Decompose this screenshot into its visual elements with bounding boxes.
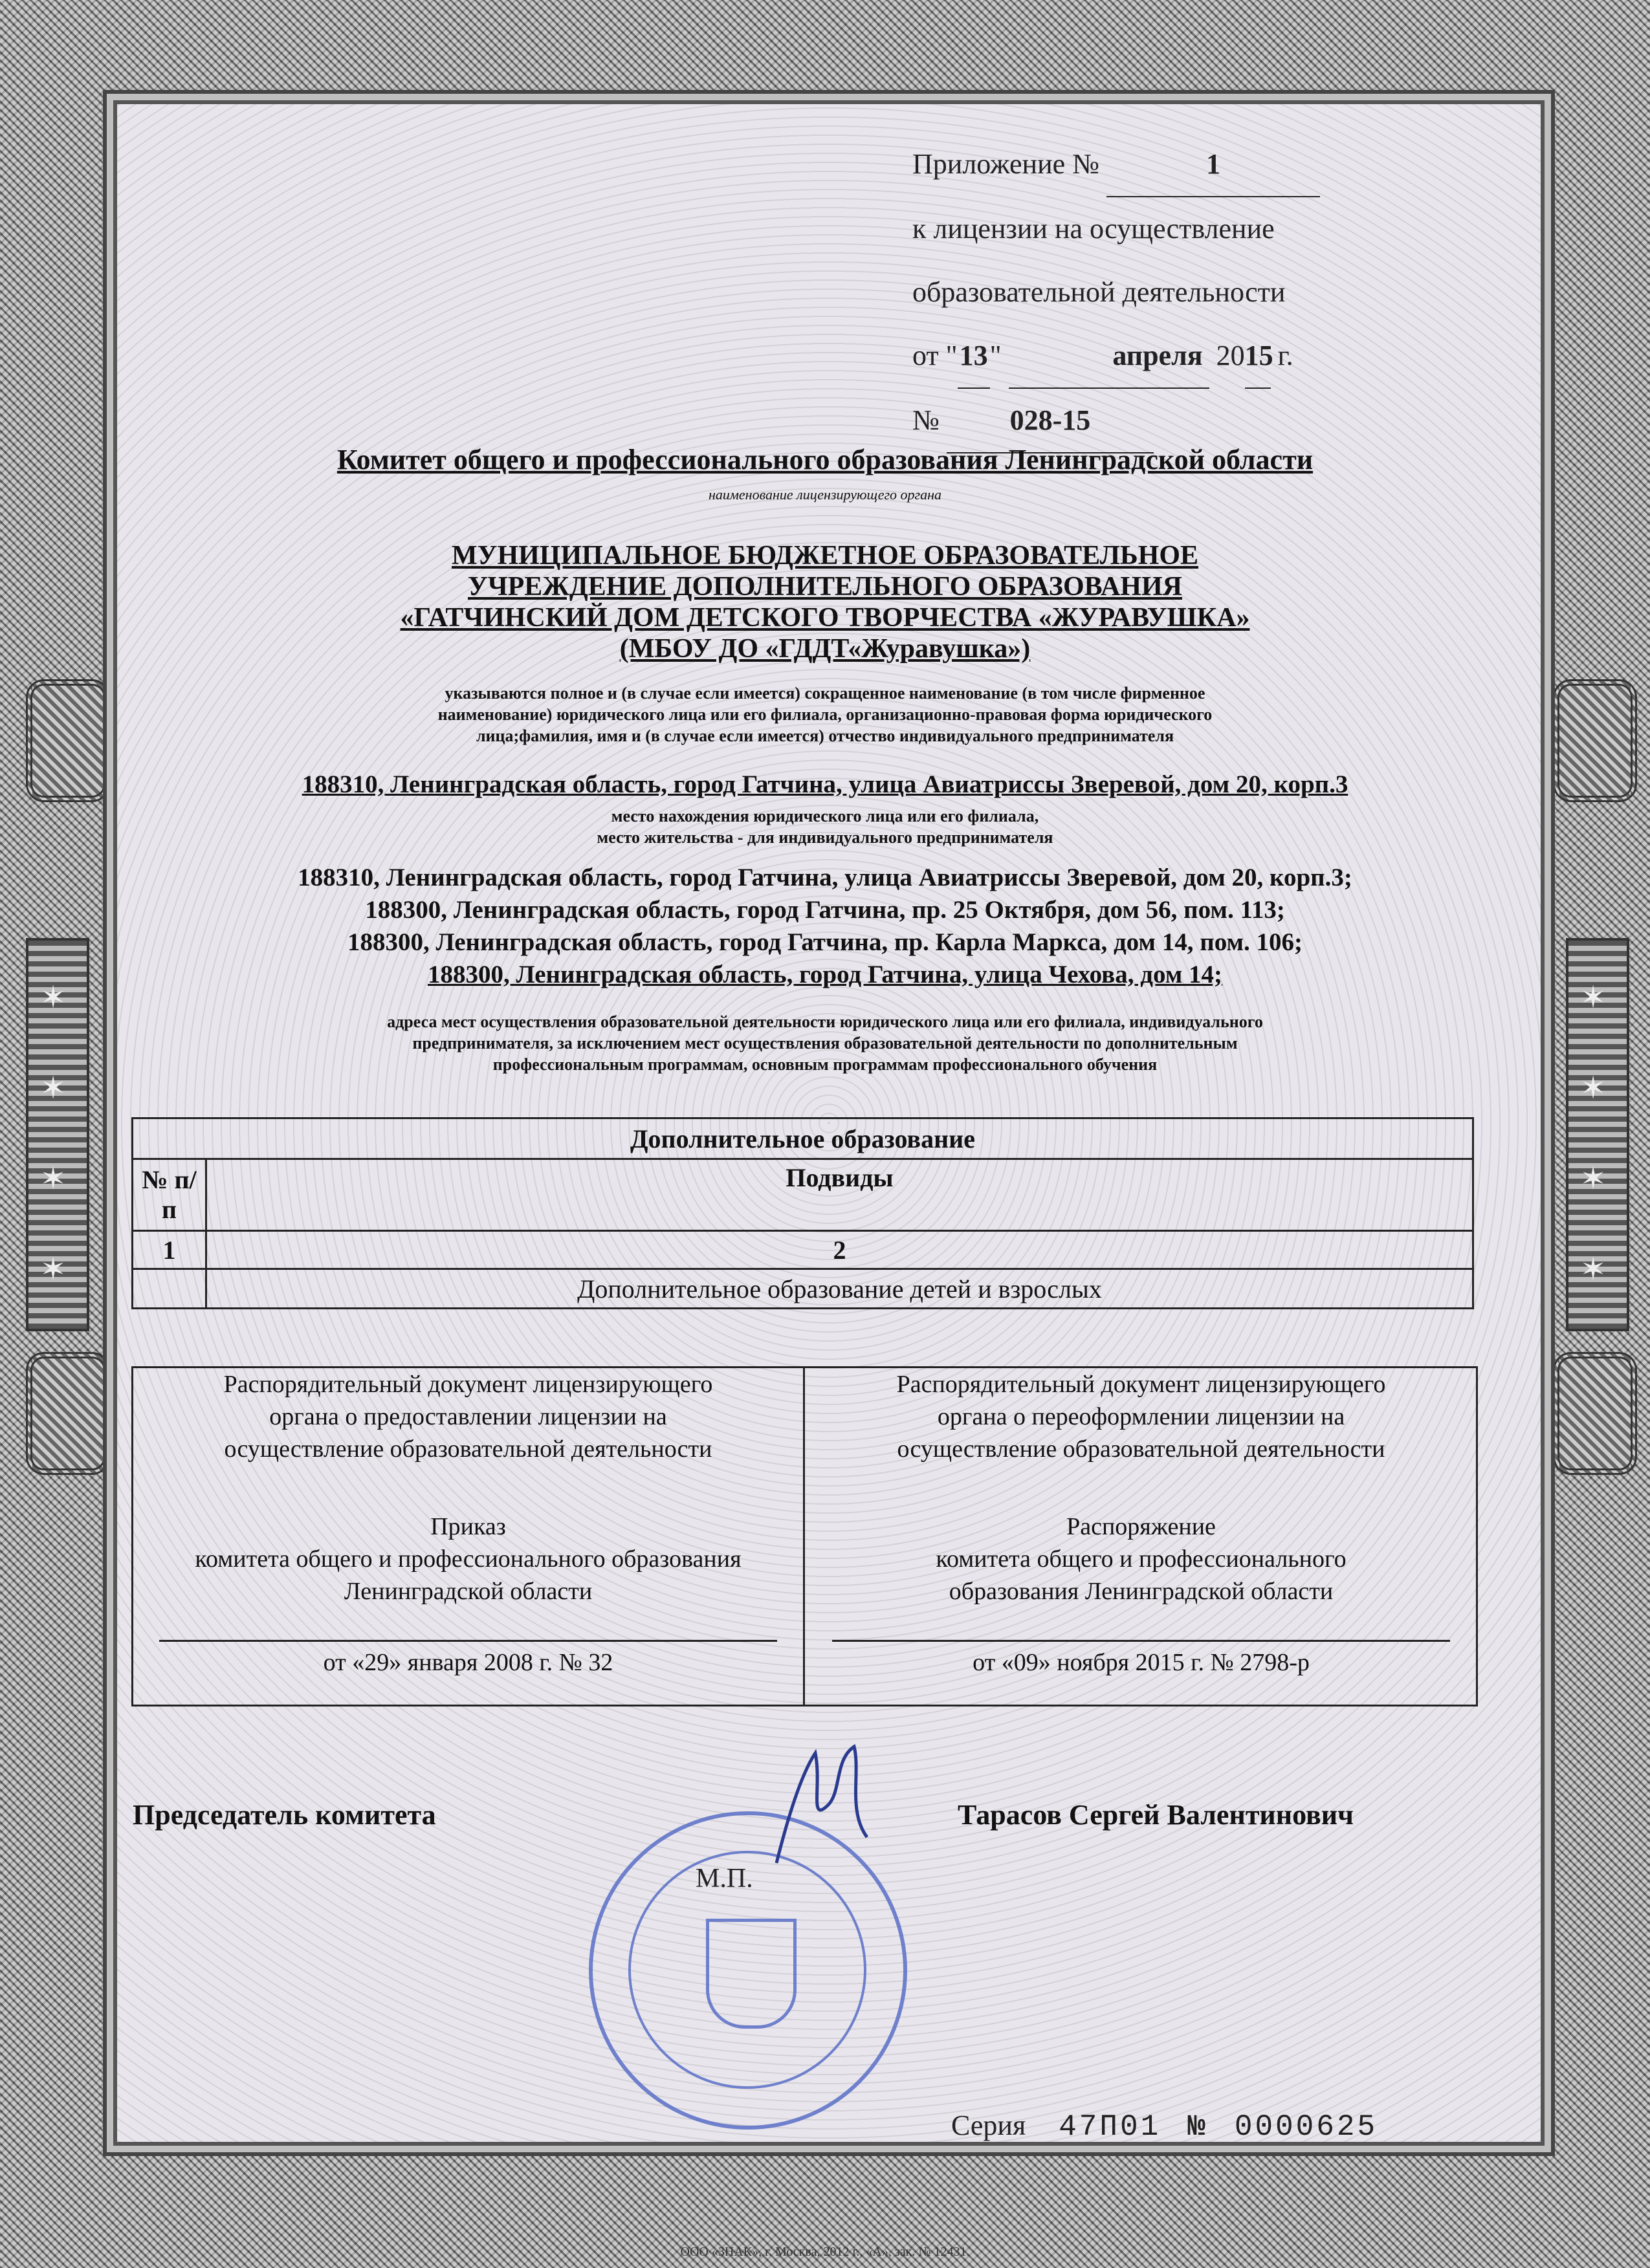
date-prefix: от " [912, 340, 958, 371]
coat-of-arms-icon [706, 1919, 797, 2029]
activity-address-list [123, 862, 1527, 991]
signer-name: Тарасов Сергей Валентинович [958, 1799, 1354, 1831]
reissue-reference: от «09» ноября 2015 г. № 2798-р [973, 1649, 1310, 1676]
col-subtypes-header: Подвиды [206, 1159, 1473, 1231]
signer-position: Председатель комитета [133, 1799, 436, 1831]
grant-reference: от «29» января 2008 г. № 32 [323, 1649, 613, 1676]
administrative-documents [131, 1366, 1478, 1706]
activity-address-note [123, 1011, 1527, 1075]
org-note-line3: лица;фамилия, имя и (в случае если имеется) отчество индивидуального предпринимателя [476, 726, 1174, 745]
date-mid: " [989, 340, 1002, 371]
printer-imprint: ООО «ЗНАК», г. Москва, 2012 г., «А», зак. № 12431. [680, 2245, 970, 2259]
org-line2: УЧРЕЖДЕНИЕ ДОПОЛНИТЕЛЬНОГО ОБРАЗОВАНИЯ [468, 572, 1182, 602]
legal-address-note [123, 805, 1527, 848]
education-table [131, 1117, 1474, 1309]
appendix-number: 1 [1106, 133, 1320, 197]
license-number: 028-15 [947, 389, 1154, 453]
activity-address: 188300, Ленинградская область, город Гатчина, пр. 25 Октября, дом 56, пом. 113; [365, 896, 1285, 924]
divider [832, 1640, 1450, 1642]
activity-address: 188310, Ленинградская область, город Гатчина, улица Авиатриссы Зверевой, дом 20, корп.3; [298, 864, 1352, 891]
activity-note-line3: профессиональным программам, основным программам профессионального обучения [492, 1055, 1158, 1074]
grant-issuer1: комитета общего и профессионального образования [195, 1545, 742, 1573]
table-number-row [133, 1231, 1473, 1269]
knot-ornament [1553, 1352, 1637, 1475]
seal-place-label: М.П. [696, 1864, 753, 1893]
activity-address: 188300, Ленинградская область, город Гатчина, пр. Карла Маркса, дом 14, пом. 106; [347, 928, 1303, 956]
date-year-suffix: г. [1277, 340, 1293, 371]
legal-address: 188310, Ленинградская область, город Гатчина, улица Авиатриссы Зверевой, дом 20, корп.3 [302, 770, 1348, 798]
divider [159, 1640, 777, 1642]
activity-address: 188300, Ленинградская область, город Гатчина, улица Чехова, дом 14; [427, 961, 1223, 988]
table-title: Дополнительное образование [133, 1118, 1473, 1159]
date-day: 13 [958, 324, 990, 389]
reissue-heading3: осуществление образовательной деятельности [897, 1435, 1385, 1463]
series-no-label: № [1187, 2110, 1208, 2144]
grant-heading3: осуществление образовательной деятельности [224, 1435, 712, 1463]
reissue-issuer1: комитета общего и профессионального [936, 1545, 1347, 1573]
knot-ornament [26, 679, 110, 802]
committee-name: Комитет общего и профессионального образования Ленинградской области [336, 444, 1314, 475]
col1-number: 1 [133, 1231, 206, 1269]
series-label: Серия [951, 2110, 1026, 2141]
legal-note-line1: место нахождения юридического лица или его филиала, [611, 807, 1039, 825]
appendix-line3: образовательной деятельности [912, 276, 1286, 308]
org-line1: МУНИЦИПАЛЬНОЕ БЮДЖЕТНОЕ ОБРАЗОВАТЕЛЬНОЕ [452, 541, 1198, 571]
appendix-header [912, 133, 1378, 453]
date-year-prefix: 20 [1216, 340, 1245, 371]
series-number: 0000625 [1234, 2110, 1378, 2144]
row-number-cell [133, 1269, 206, 1309]
organization-note [123, 682, 1527, 747]
series-value: 47П01 [1059, 2110, 1161, 2144]
legal-note-line2: место жительства - для индивидуального предпринимателя [597, 828, 1053, 847]
right-ornament-panel: ✶ ✶ ✶ ✶ [1566, 938, 1629, 1331]
activity-note-line1: адреса мест осуществления образовательной деятельности юридического лица или его филиала, индивидуального [387, 1012, 1263, 1031]
knot-ornament [1553, 679, 1637, 802]
grant-heading1: Распорядительный документ лицензирующего [223, 1371, 713, 1398]
table-title-row [133, 1118, 1473, 1159]
org-note-line2: наименование) юридического лица или его филиала, организационно-правовая форма юридического [437, 705, 1213, 724]
org-note-line1: указываются полное и (в случае если имеется) сокращенное наименование (в том числе фирменное [445, 684, 1205, 703]
appendix-date-line [912, 324, 1378, 389]
handwritten-signature [764, 1734, 893, 1876]
knot-ornament [26, 1352, 110, 1475]
table-header-row [133, 1159, 1473, 1231]
date-year: 15 [1245, 324, 1271, 389]
appendix-line2: к лицензии на осуществление [912, 213, 1275, 245]
grant-issuer2: Ленинградской области [344, 1578, 593, 1605]
left-ornament-panel: ✶ ✶ ✶ ✶ [26, 938, 89, 1331]
table-row [133, 1269, 1473, 1309]
org-line4: (МБОУ ДО «ГДДТ«Журавушка») [619, 634, 1031, 664]
reissue-heading1: Распорядительный документ лицензирующего [896, 1371, 1386, 1398]
row-subtype: Дополнительное образование детей и взрослых [206, 1269, 1473, 1309]
col-number-header: № п/п [133, 1159, 206, 1231]
date-month: апреля [1009, 324, 1209, 389]
grant-heading2: органа о предоставлении лицензии на [269, 1403, 667, 1430]
form-series [951, 2109, 1378, 2144]
org-line3: «ГАТЧИНСКИЙ ДОМ ДЕТСКОГО ТВОРЧЕСТВА «ЖУРАВУШКА» [400, 603, 1250, 633]
activity-note-line2: предпринимателя, за исключением мест осуществления образовательной деятельности по дополнительным [412, 1034, 1238, 1052]
reissue-heading2: органа о переоформлении лицензии на [937, 1403, 1345, 1430]
col2-number: 2 [206, 1231, 1473, 1269]
reissue-document [806, 1368, 1476, 1705]
grant-document [133, 1368, 805, 1705]
appendix-label: Приложение № [912, 148, 1100, 180]
license-no-label: № [912, 404, 940, 436]
committee-caption: наименование лицензирующего органа [708, 486, 942, 503]
reissue-doc-type: Распоряжение [1066, 1513, 1216, 1540]
appendix-number-line [912, 133, 1378, 197]
reissue-issuer2: образования Ленинградской области [949, 1578, 1334, 1605]
organization-name [123, 540, 1527, 664]
grant-doc-type: Приказ [430, 1513, 506, 1540]
